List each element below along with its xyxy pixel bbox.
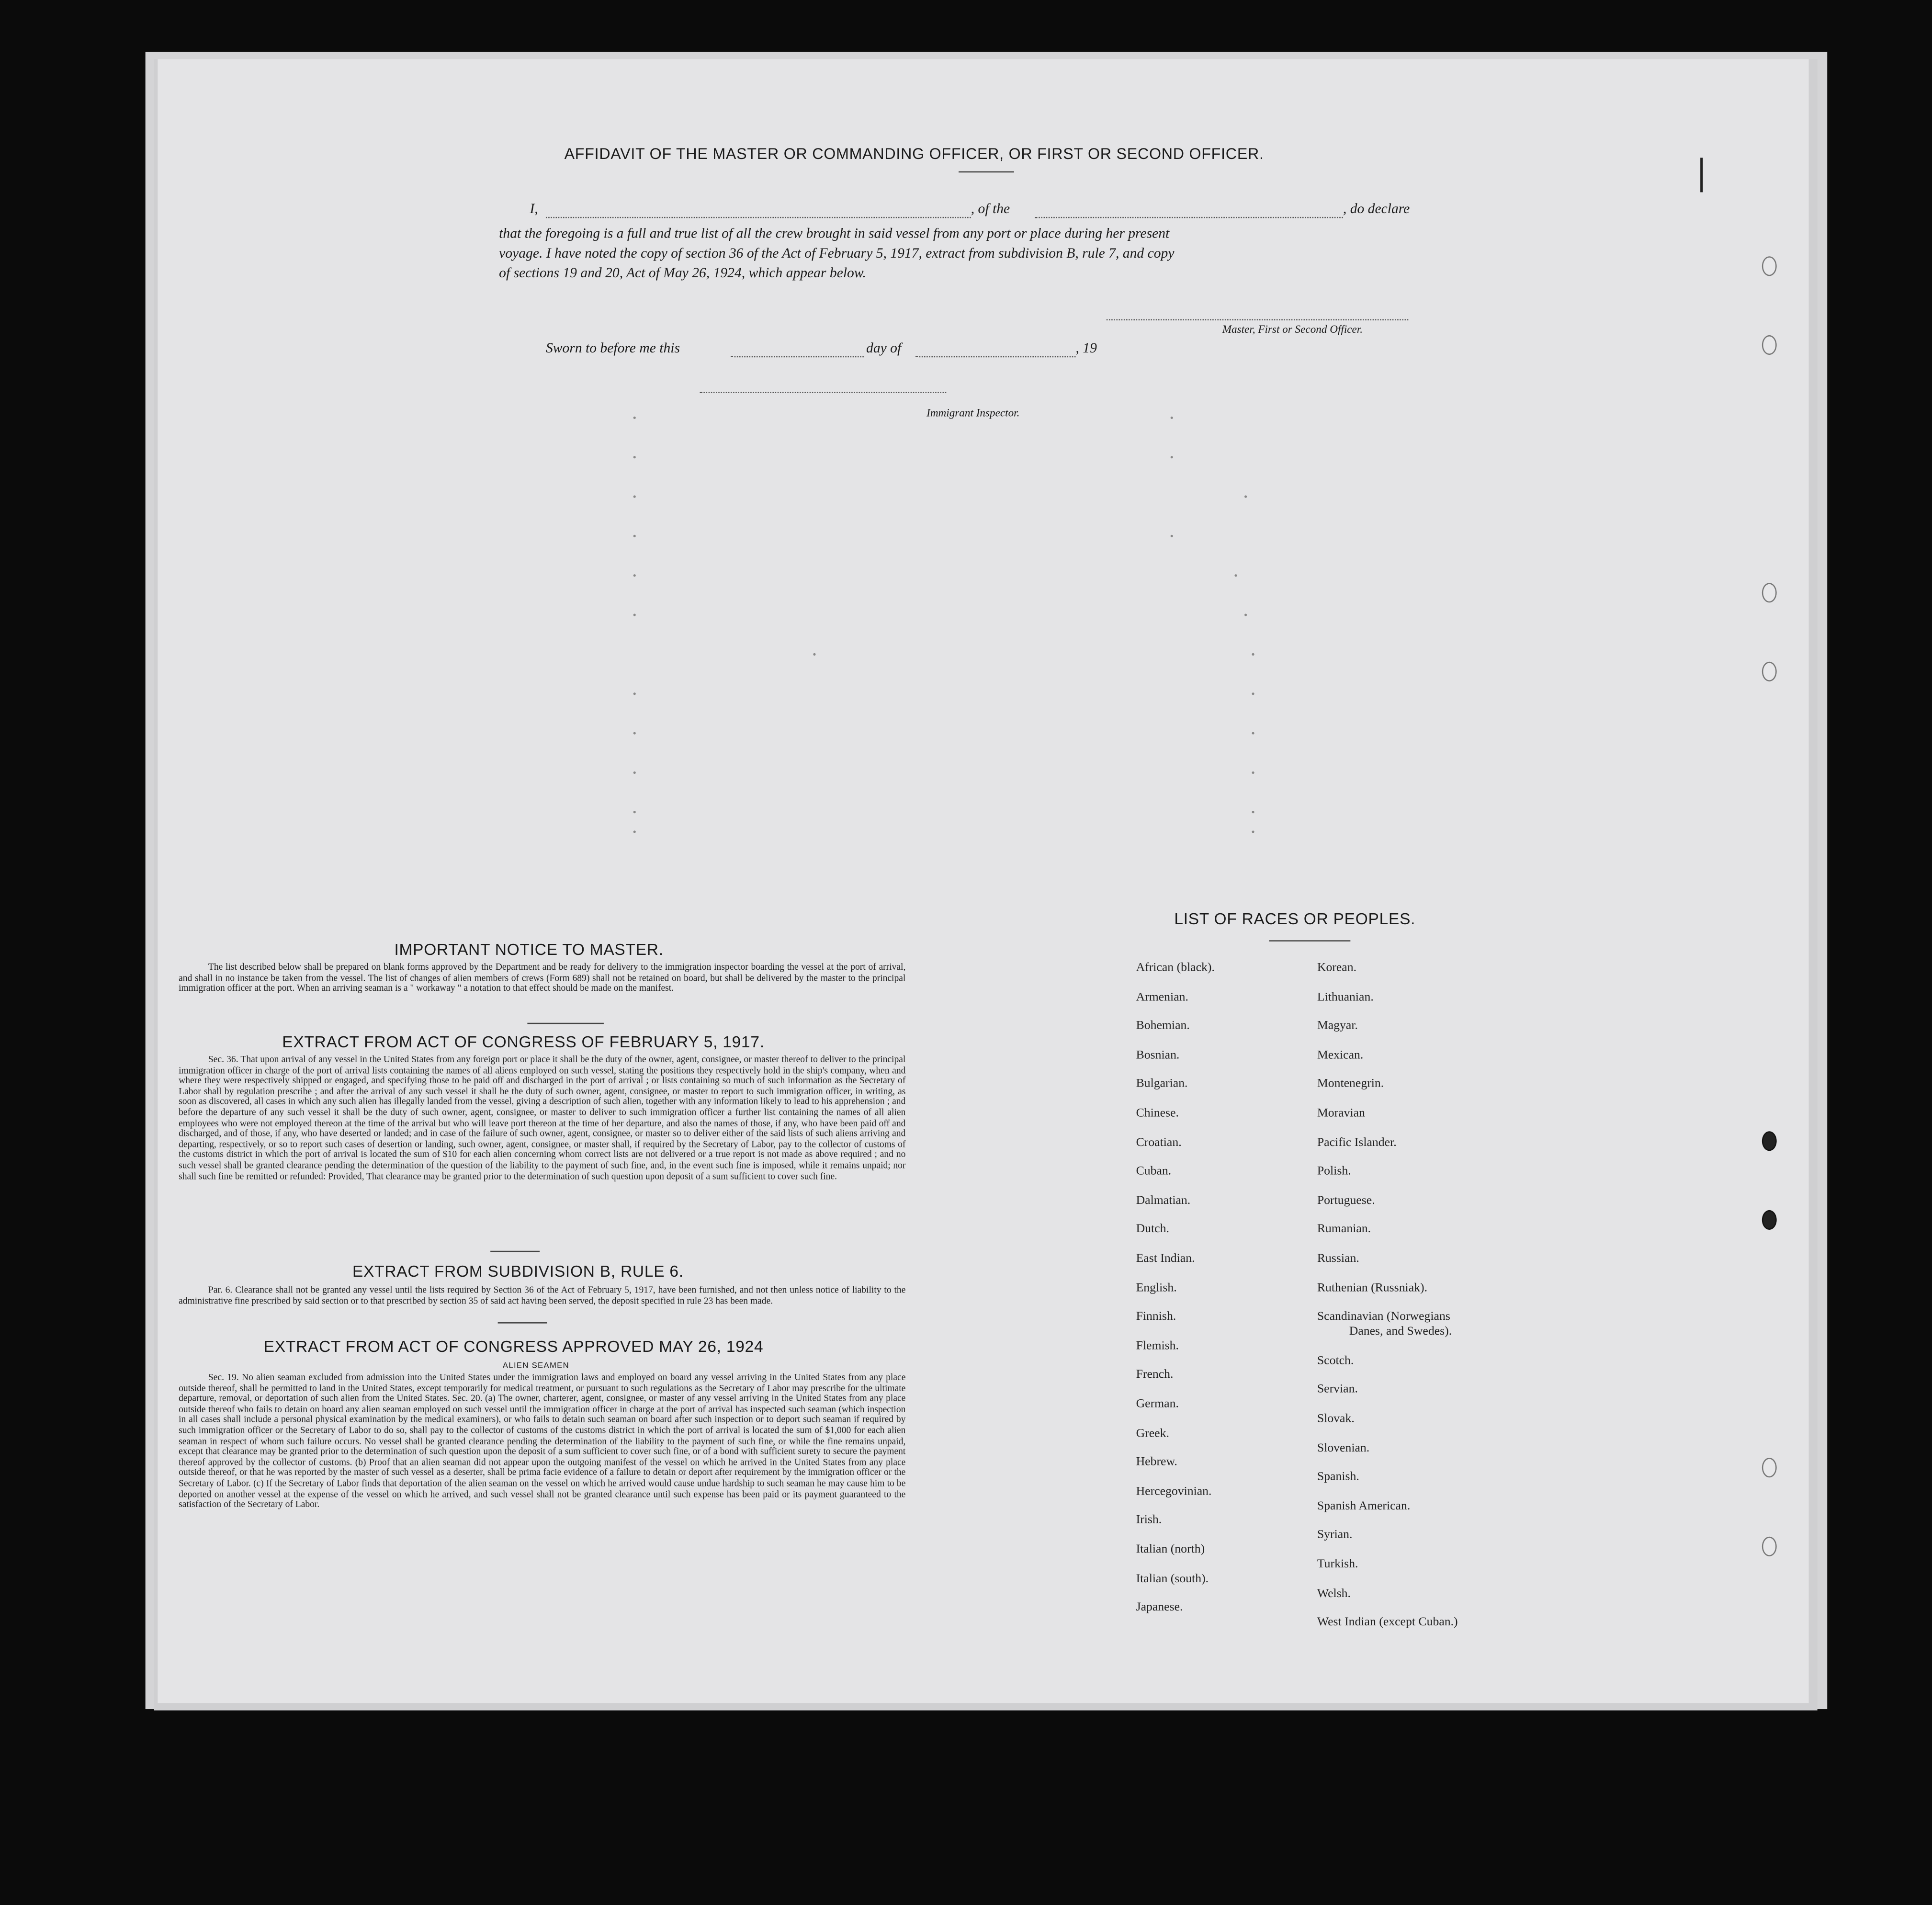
extract-1917-rule bbox=[490, 1251, 540, 1252]
faint-mark bbox=[1234, 574, 1237, 577]
race-item-right: Ruthenian (Russniak). bbox=[1317, 1281, 1428, 1295]
document-page bbox=[158, 59, 1808, 1703]
affidavit-of-the-label: , of the bbox=[971, 202, 1010, 217]
race-item-right: Scotch. bbox=[1317, 1354, 1354, 1368]
race-item-right: Welsh. bbox=[1317, 1587, 1351, 1600]
master-signature-line bbox=[1107, 319, 1408, 320]
extract-1924-title: EXTRACT FROM ACT OF CONGRESS APPROVED MAY 26, 1924 bbox=[263, 1337, 764, 1356]
faint-mark bbox=[633, 811, 636, 813]
affidavit-declare-label: , do declare bbox=[1343, 202, 1410, 217]
race-item-left: Greek. bbox=[1136, 1426, 1169, 1440]
affidavit-name-line bbox=[546, 217, 971, 218]
faint-mark bbox=[633, 574, 636, 577]
sworn-label: Sworn to before me this bbox=[545, 341, 680, 356]
race-item-left: English. bbox=[1136, 1281, 1177, 1295]
race-item-left: Dutch. bbox=[1136, 1223, 1169, 1236]
race-item-right: Turkish. bbox=[1317, 1557, 1358, 1571]
notice-rule bbox=[527, 1023, 604, 1024]
affidavit-body-line-1: that the foregoing is a full and true list of all the crew brought in said vessel from any port or place during her present bbox=[499, 227, 1170, 242]
faint-mark bbox=[633, 417, 636, 419]
race-item-left: Irish. bbox=[1136, 1513, 1162, 1528]
faint-mark bbox=[1244, 613, 1247, 616]
notice-title: IMPORTANT NOTICE TO MASTER. bbox=[394, 940, 664, 959]
binder-hole bbox=[1762, 583, 1777, 602]
day-of-label: day of bbox=[866, 341, 902, 356]
notice-body: The list described below shall be prepared on blank forms approved by the Department and be ready for delivery to the immigration inspector boarding the vessel at the port of arrival, and shall in no instance be taken from the vessel. The list of changes of alien members of crews (Form 689) shall not be retained on board, but shall be delivered by the master to the principal immigration officer at the port. When an arriving seaman is a " workaway " a notation to that effect should be made on the manifest. bbox=[179, 961, 906, 994]
race-item-left: Croatian. bbox=[1136, 1135, 1182, 1149]
race-item-left: Armenian. bbox=[1136, 990, 1188, 1004]
race-item-left: Bosnian. bbox=[1136, 1048, 1180, 1062]
race-item-left: Bohemian. bbox=[1136, 1019, 1190, 1033]
race-item-right: Spanish American. bbox=[1317, 1499, 1411, 1513]
race-item-left: French. bbox=[1136, 1368, 1174, 1382]
race-item-right: West Indian (except Cuban.) bbox=[1317, 1615, 1458, 1630]
race-item-left: German. bbox=[1136, 1397, 1179, 1411]
affidavit-vessel-line bbox=[1035, 217, 1343, 218]
affidavit-body-line-2: voyage. I have noted the copy of section 36 of the Act of February 5, 1917, extract from subdivision B, rule 7, and copy bbox=[499, 246, 1175, 261]
binder-hole bbox=[1762, 662, 1777, 681]
faint-mark bbox=[1252, 830, 1254, 833]
race-item-right: Mexican. bbox=[1317, 1048, 1364, 1062]
faint-mark bbox=[1171, 535, 1173, 537]
race-item-left: Bulgarian. bbox=[1136, 1077, 1188, 1091]
extract-rule6-rule bbox=[498, 1322, 547, 1324]
extract-rule6-title: EXTRACT FROM SUBDIVISION B, RULE 6. bbox=[352, 1261, 684, 1281]
faint-mark bbox=[633, 495, 636, 498]
extract-1917-body: Sec. 36. That upon arrival of any vessel in the United States from any foreign port or place it shall be the duty of the owner, agent, consignee, or master thereof to deliver to the principal immigration officer in charge of the port of arrival lists containing the names of all aliens employed on such vessel, stating the positions they respectively hold in the ship's company, when and where they were respectively shipped or engaged, and specifying those to be paid off and discharged in the port of arrival ; or lists containing so much of such information as the Secretary of Labor shall by regulation prescribe ; and after the arrival of any such vessel it shall be the duty of such owner, agent, consignee, or master to report to such immigration officer, in writing, as soon as discovered, all cases in which any such alien has illegally landed from the vessel, giving a description of such alien, together with any information likely to lead to his apprehension ; and before the departure of any such vessel it shall be the duty of such owner, agent, consignee, or master to deliver to such immigration officer a further list containing the names of all alien employees who were not employed thereon at the time of the arrival but who will leave port thereon at the time of her departure, and also the names of those, if any, who have been paid off and discharged, and of those, if any, who have deserted or landed; and in case of the failure of such owner, agent, consignee, or master so to deliver either of the said lists of such aliens arriving and departing, respectively, or so to report such cases of desertion or landing, such owner, agent, consignee, or master shall, if required by the Secretary of Labor, pay to the collector of customs of the customs district in which the port of arrival is located the sum of $10 for each alien concerning whom correct lists are not delivered or a true report is not made as above required ; and no such vessel shall be granted clearance pending the determination of the question of the liability to the payment of such fine, and, in the event such fine is imposed, while it remains unpaid; nor shall such fine be remitted or refunded: Provided, That clearance may be granted prior to the determination of such question upon deposit of a sum sufficient to cover such fine. bbox=[179, 1054, 906, 1181]
race-item-right: Portuguese. bbox=[1317, 1193, 1375, 1208]
races-title: LIST OF RACES OR PEOPLES. bbox=[1174, 909, 1416, 928]
affidavit-title-rule bbox=[959, 171, 1014, 173]
faint-mark bbox=[633, 535, 636, 537]
race-item-right: Rumanian. bbox=[1317, 1223, 1371, 1236]
affidavit-i-label: I, bbox=[530, 202, 538, 217]
faint-mark bbox=[1252, 653, 1254, 656]
binder-hole bbox=[1762, 1537, 1777, 1556]
race-item-left: East Indian. bbox=[1136, 1252, 1195, 1266]
race-item-left: Italian (south). bbox=[1136, 1572, 1209, 1586]
faint-mark bbox=[633, 456, 636, 458]
race-item-right: Korean. bbox=[1317, 961, 1357, 975]
inspector-label: Immigrant Inspector. bbox=[926, 407, 1020, 419]
extract-1924-subtitle: ALIEN SEAMEN bbox=[502, 1361, 569, 1371]
sworn-month-line bbox=[915, 356, 1076, 358]
faint-mark bbox=[813, 653, 815, 656]
race-item-left: Chinese. bbox=[1136, 1106, 1179, 1121]
binder-hole bbox=[1762, 1210, 1777, 1230]
sworn-day-line bbox=[731, 356, 864, 358]
race-item-right: Slovenian. bbox=[1317, 1441, 1370, 1455]
inspector-signature-line bbox=[700, 392, 947, 393]
extract-1917-title: EXTRACT FROM ACT OF CONGRESS OF FEBRUARY 5, 1917. bbox=[282, 1032, 765, 1051]
race-item-left: Cuban. bbox=[1136, 1165, 1172, 1179]
race-item-right: Slovak. bbox=[1317, 1412, 1355, 1426]
faint-mark bbox=[1252, 732, 1254, 734]
faint-mark bbox=[1244, 495, 1247, 498]
race-item-left: Italian (north) bbox=[1136, 1542, 1205, 1556]
race-item-right: Montenegrin. bbox=[1317, 1077, 1384, 1091]
binder-hole bbox=[1762, 1458, 1777, 1477]
extract-rule6-body: Par. 6. Clearance shall not be granted any vessel until the lists required by Section 36 of the Act of February 5, 1917, have been furnished, and not then unless notice of liability to the administrative fine prescribed by said section or to that prescribed by section 35 of said act having been served, the deposit specified in rule 23 has been made. bbox=[179, 1284, 906, 1306]
master-signature-label: Master, First or Second Officer. bbox=[1222, 323, 1363, 335]
race-item-right: Syrian. bbox=[1317, 1528, 1353, 1542]
faint-mark bbox=[1171, 456, 1173, 458]
faint-mark bbox=[1252, 692, 1254, 695]
race-item-right: Servian. bbox=[1317, 1383, 1358, 1397]
race-item-left: Dalmatian. bbox=[1136, 1193, 1191, 1208]
faint-mark bbox=[1252, 771, 1254, 774]
race-item-left: Flemish. bbox=[1136, 1339, 1179, 1353]
race-item-left: Finnish. bbox=[1136, 1310, 1176, 1324]
race-item-left: Japanese. bbox=[1136, 1601, 1183, 1615]
race-item-right: Russian. bbox=[1317, 1252, 1359, 1266]
faint-mark bbox=[633, 771, 636, 774]
year-label: , 19 bbox=[1075, 341, 1097, 356]
faint-mark bbox=[1252, 811, 1254, 813]
race-item-right: Lithuanian. bbox=[1317, 990, 1374, 1004]
race-item-left: Hebrew. bbox=[1136, 1455, 1177, 1469]
race-item-right: Pacific Islander. bbox=[1317, 1135, 1397, 1149]
extract-1924-body: Sec. 19. No alien seaman excluded from admission into the United States under the immigration laws and employed on board any vessel arriving in the United States from any place outside thereof, shall be permitted to land in the United States, except temporarily for medical treatment, or pursuant to such regulations as the Secretary of Labor may prescribe for the ultimate departure, removal, or deportation of such alien from the United States. Sec. 20. (a) The owner, charterer, agent, consignee, or master of any vessel arriving in the United States from any place outside thereof who fails to detain on board any alien seaman employed on such vessel until the immigration officer in charge at the port of arrival has inspected such seaman (which inspection in all cases shall include a personal physical examination by the medical examiners), or who fails to detain such seaman on board after such inspection or to deport such seaman if required by such immigration officer or the Secretary of Labor to do so, shall pay to the collector of customs of the customs district in which the port of arrival is located the sum of $1,000 for each alien seaman in respect of whom such failure occurs. No vessel shall be granted clearance pending the determination of the liability to the payment of such fine, or while the fine remains unpaid, except that clearance may be granted prior to the determination of such question upon the deposit of a sum sufficient to cover such fine, or of a bond with sufficient surety to secure the payment thereof approved by the collector of customs. (b) Proof that an alien seaman did not appear upon the outgoing manifest of the vessel on which he arrived in the United States from any place outside thereof, or that he was reported by the master of such vessel as a deserter, shall be prima facie evidence of a failure to detain or deport after requirement by the immigration officer or the Secretary of Labor. (c) If the Secretary of Labor finds that deportation of the alien seaman on the vessel on which he arrived would cause undue hardship to such seaman he may cause him to be deported on another vessel at the expense of the vessel on which he arrived, and such vessel shall not be granted clearance until such expense has been paid or its payment guaranteed to the satisfaction of the Secretary of Labor. bbox=[179, 1371, 906, 1510]
race-item-right: Scandinavian (Norwegians bbox=[1317, 1310, 1450, 1324]
affidavit-body-line-3: of sections 19 and 20, Act of May 26, 1924, which appear below. bbox=[499, 266, 866, 281]
binder-hole bbox=[1762, 256, 1777, 276]
binder-hole bbox=[1762, 1131, 1777, 1151]
race-item-right: Polish. bbox=[1317, 1165, 1351, 1179]
faint-mark bbox=[633, 613, 636, 616]
affidavit-title: AFFIDAVIT OF THE MASTER OR COMMANDING OFFICER, OR FIRST OR SECOND OFFICER. bbox=[564, 145, 1264, 163]
race-item-left: African (black). bbox=[1136, 961, 1215, 975]
race-item-right: Danes, and Swedes). bbox=[1349, 1325, 1452, 1338]
faint-mark bbox=[633, 830, 636, 833]
faint-mark bbox=[1171, 417, 1173, 419]
race-item-right: Moravian bbox=[1317, 1106, 1365, 1121]
races-title-rule bbox=[1269, 940, 1350, 941]
faint-mark bbox=[633, 732, 636, 734]
binder-hole bbox=[1762, 335, 1777, 355]
race-item-right: Spanish. bbox=[1317, 1470, 1359, 1484]
race-item-right: Magyar. bbox=[1317, 1019, 1358, 1033]
race-item-left: Hercegovinian. bbox=[1136, 1485, 1212, 1498]
faint-mark bbox=[633, 692, 636, 695]
page-edge-mark bbox=[1700, 158, 1703, 192]
